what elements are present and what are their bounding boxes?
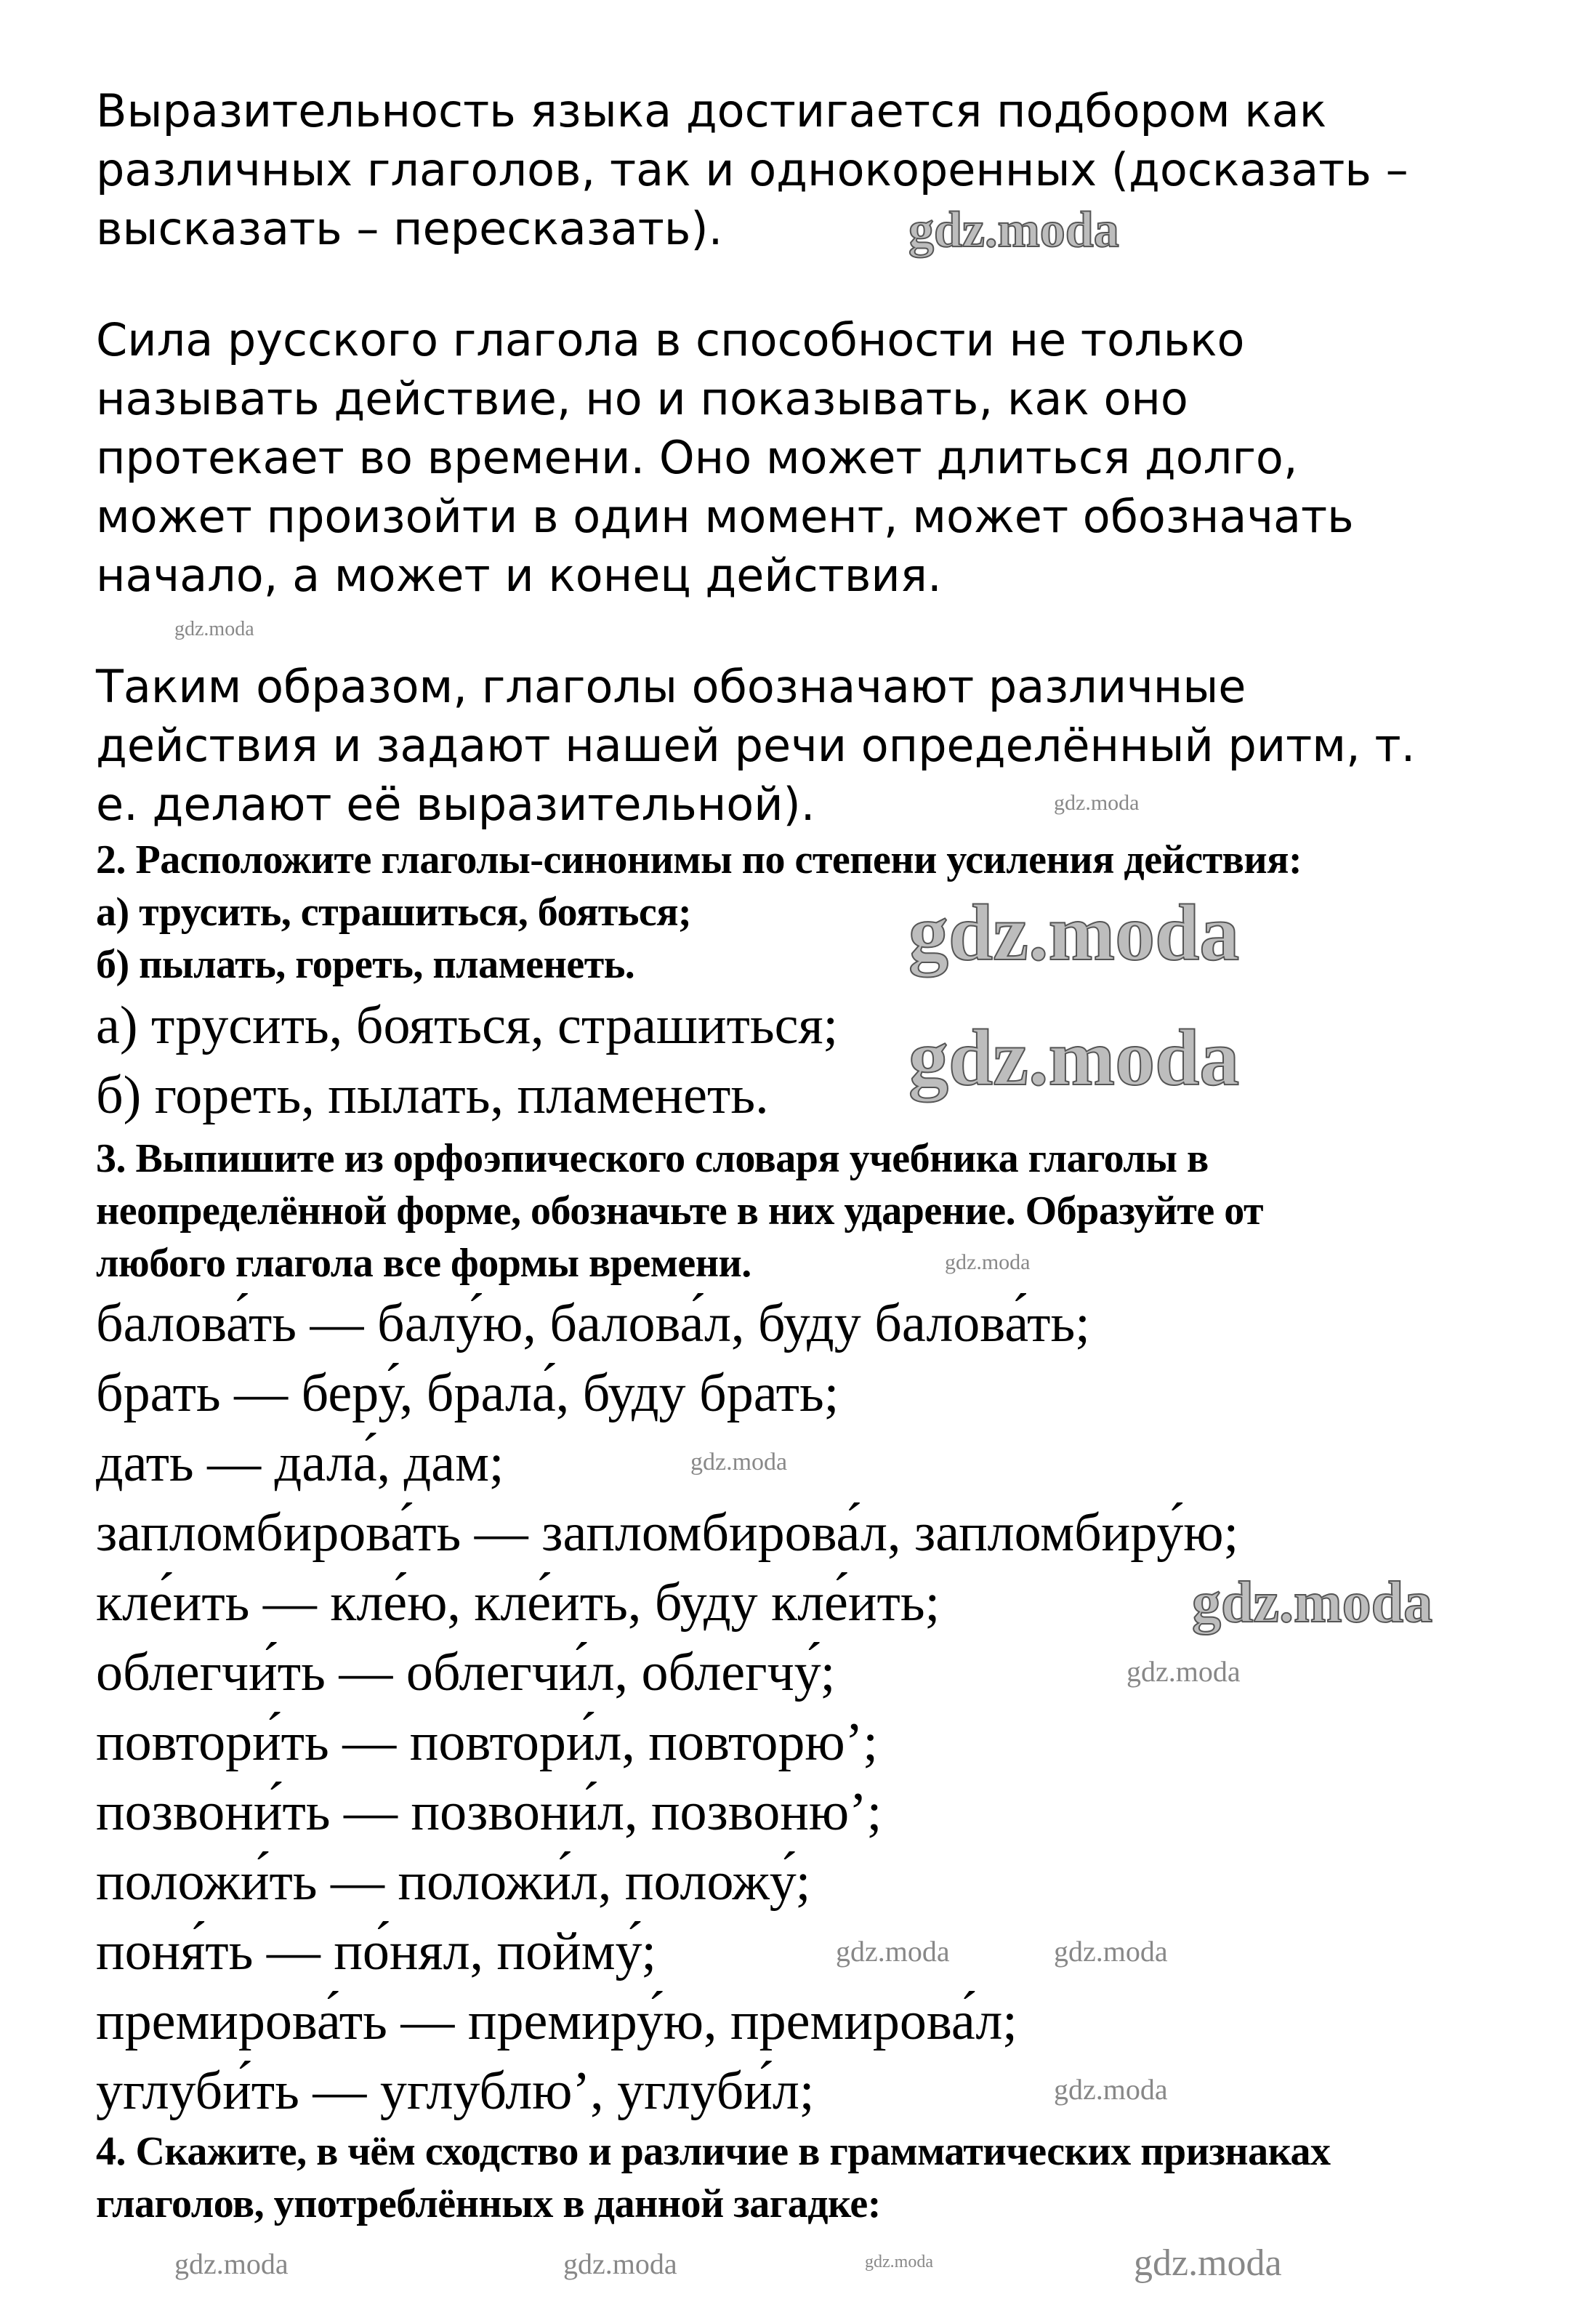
text-line: называть действие, но и показывать, как оно <box>96 372 1188 425</box>
text-line: высказать – пересказать). <box>96 202 723 255</box>
watermark-logo: gdz.moda <box>945 1250 1031 1274</box>
text-line: может произойти в один момент, может обозначать <box>96 490 1354 543</box>
text-line: Таким образом, глаголы обозначают различные <box>96 660 1246 713</box>
answer-line: б) гореть, пылать, пламенеть. <box>96 1066 769 1125</box>
answer-line: позвони́ть — позвони́л, позвоню’; <box>96 1782 882 1842</box>
question-line: а) трусить, страшиться, бояться; <box>96 890 692 935</box>
answer-line: положи́ть — положи́л, положу́; <box>96 1852 811 1912</box>
text-line: е. делают её выразительной). <box>96 778 815 831</box>
watermark-logo: gdz.moda <box>1127 1655 1241 1688</box>
paragraph-3 <box>96 657 1415 834</box>
question-line: любого глагола все формы времени. <box>96 1241 751 1286</box>
task-4-question <box>96 2125 1331 2230</box>
answer-line: поня́ть — по́нял, пойму́; <box>96 1922 657 1981</box>
question-line: 2. Расположите глаголы-синонимы по степени усиления действия: <box>96 837 1302 882</box>
watermark-logo: gdz.moda <box>1054 1935 1168 1968</box>
question-line: 4. Скажите, в чём сходство и различие в грамматических признаках <box>96 2129 1331 2174</box>
watermark-logo: gdz.moda <box>836 1935 950 1968</box>
question-line: неопределённой форме, обозначьте в них ударение. Образуйте от <box>96 1188 1264 1234</box>
paragraph-2 <box>96 310 1354 605</box>
text-line: протекает во времени. Оно может длиться долго, <box>96 431 1298 484</box>
answer-line: дать — дала́, дам; <box>96 1433 504 1493</box>
question-line: 3. Выпишите из орфоэпического словаря учебника глаголы в <box>96 1136 1209 1181</box>
answer-line: брать — беру́, брала́, буду брать; <box>96 1364 839 1423</box>
question-line: глаголов, употреблённых в данной загадке: <box>96 2181 881 2226</box>
paragraph-1 <box>96 81 1408 258</box>
watermark-logo: gdz.moda <box>174 2247 289 2280</box>
watermark-logo: gdz.moda <box>908 888 1240 977</box>
watermark-logo: gdz.moda <box>865 2253 933 2271</box>
watermark-logo: gdz.moda <box>174 618 254 640</box>
watermark-logo: gdz.moda <box>908 1013 1240 1102</box>
task-2-answer <box>96 991 838 1130</box>
answer-line: повтори́ть — повтори́л, повторю’; <box>96 1713 878 1772</box>
watermark-logo: gdz.moda <box>908 202 1119 258</box>
answer-line: премирова́ть — премиру́ю, премирова́л; <box>96 1992 1017 2051</box>
watermark-logo: gdz.moda <box>1192 1571 1433 1635</box>
answer-line: балова́ть — балу́ю, балова́л, буду балова́ть; <box>96 1294 1090 1353</box>
answer-line: кле́ить — кле́ю, кле́ить, буду кле́ить; <box>96 1573 940 1633</box>
text-line: Выразительность языка достигается подбором как <box>96 84 1327 137</box>
answer-line: запломбирова́ть — запломбирова́л, запломбиру́ю; <box>96 1503 1239 1563</box>
question-line: б) пылать, гореть, пламенеть. <box>96 942 635 987</box>
answer-line: углуби́ть — углублю’, углуби́л; <box>96 2061 815 2121</box>
answer-line: а) трусить, бояться, страшиться; <box>96 996 839 1055</box>
task-3-question <box>96 1132 1263 1289</box>
watermark-logo: gdz.moda <box>1054 2073 1168 2106</box>
text-line: Сила русского глагола в способности не только <box>96 313 1245 366</box>
watermark-logo: gdz.moda <box>563 2247 677 2280</box>
text-line: действия и задают нашей речи определённый ритм, т. <box>96 719 1416 772</box>
answer-line: облегчи́ть — облегчи́л, облегчу́; <box>96 1643 836 1702</box>
watermark-logo: gdz.moda <box>1054 791 1140 815</box>
watermark-logo: gdz.moda <box>690 1449 788 1476</box>
text-line: начало, а может и конец действия. <box>96 549 942 602</box>
watermark-logo: gdz.moda <box>1134 2242 1282 2284</box>
text-line: различных глаголов, так и однокоренных (досказать – <box>96 143 1408 196</box>
task-3-answer <box>96 1289 1238 2126</box>
